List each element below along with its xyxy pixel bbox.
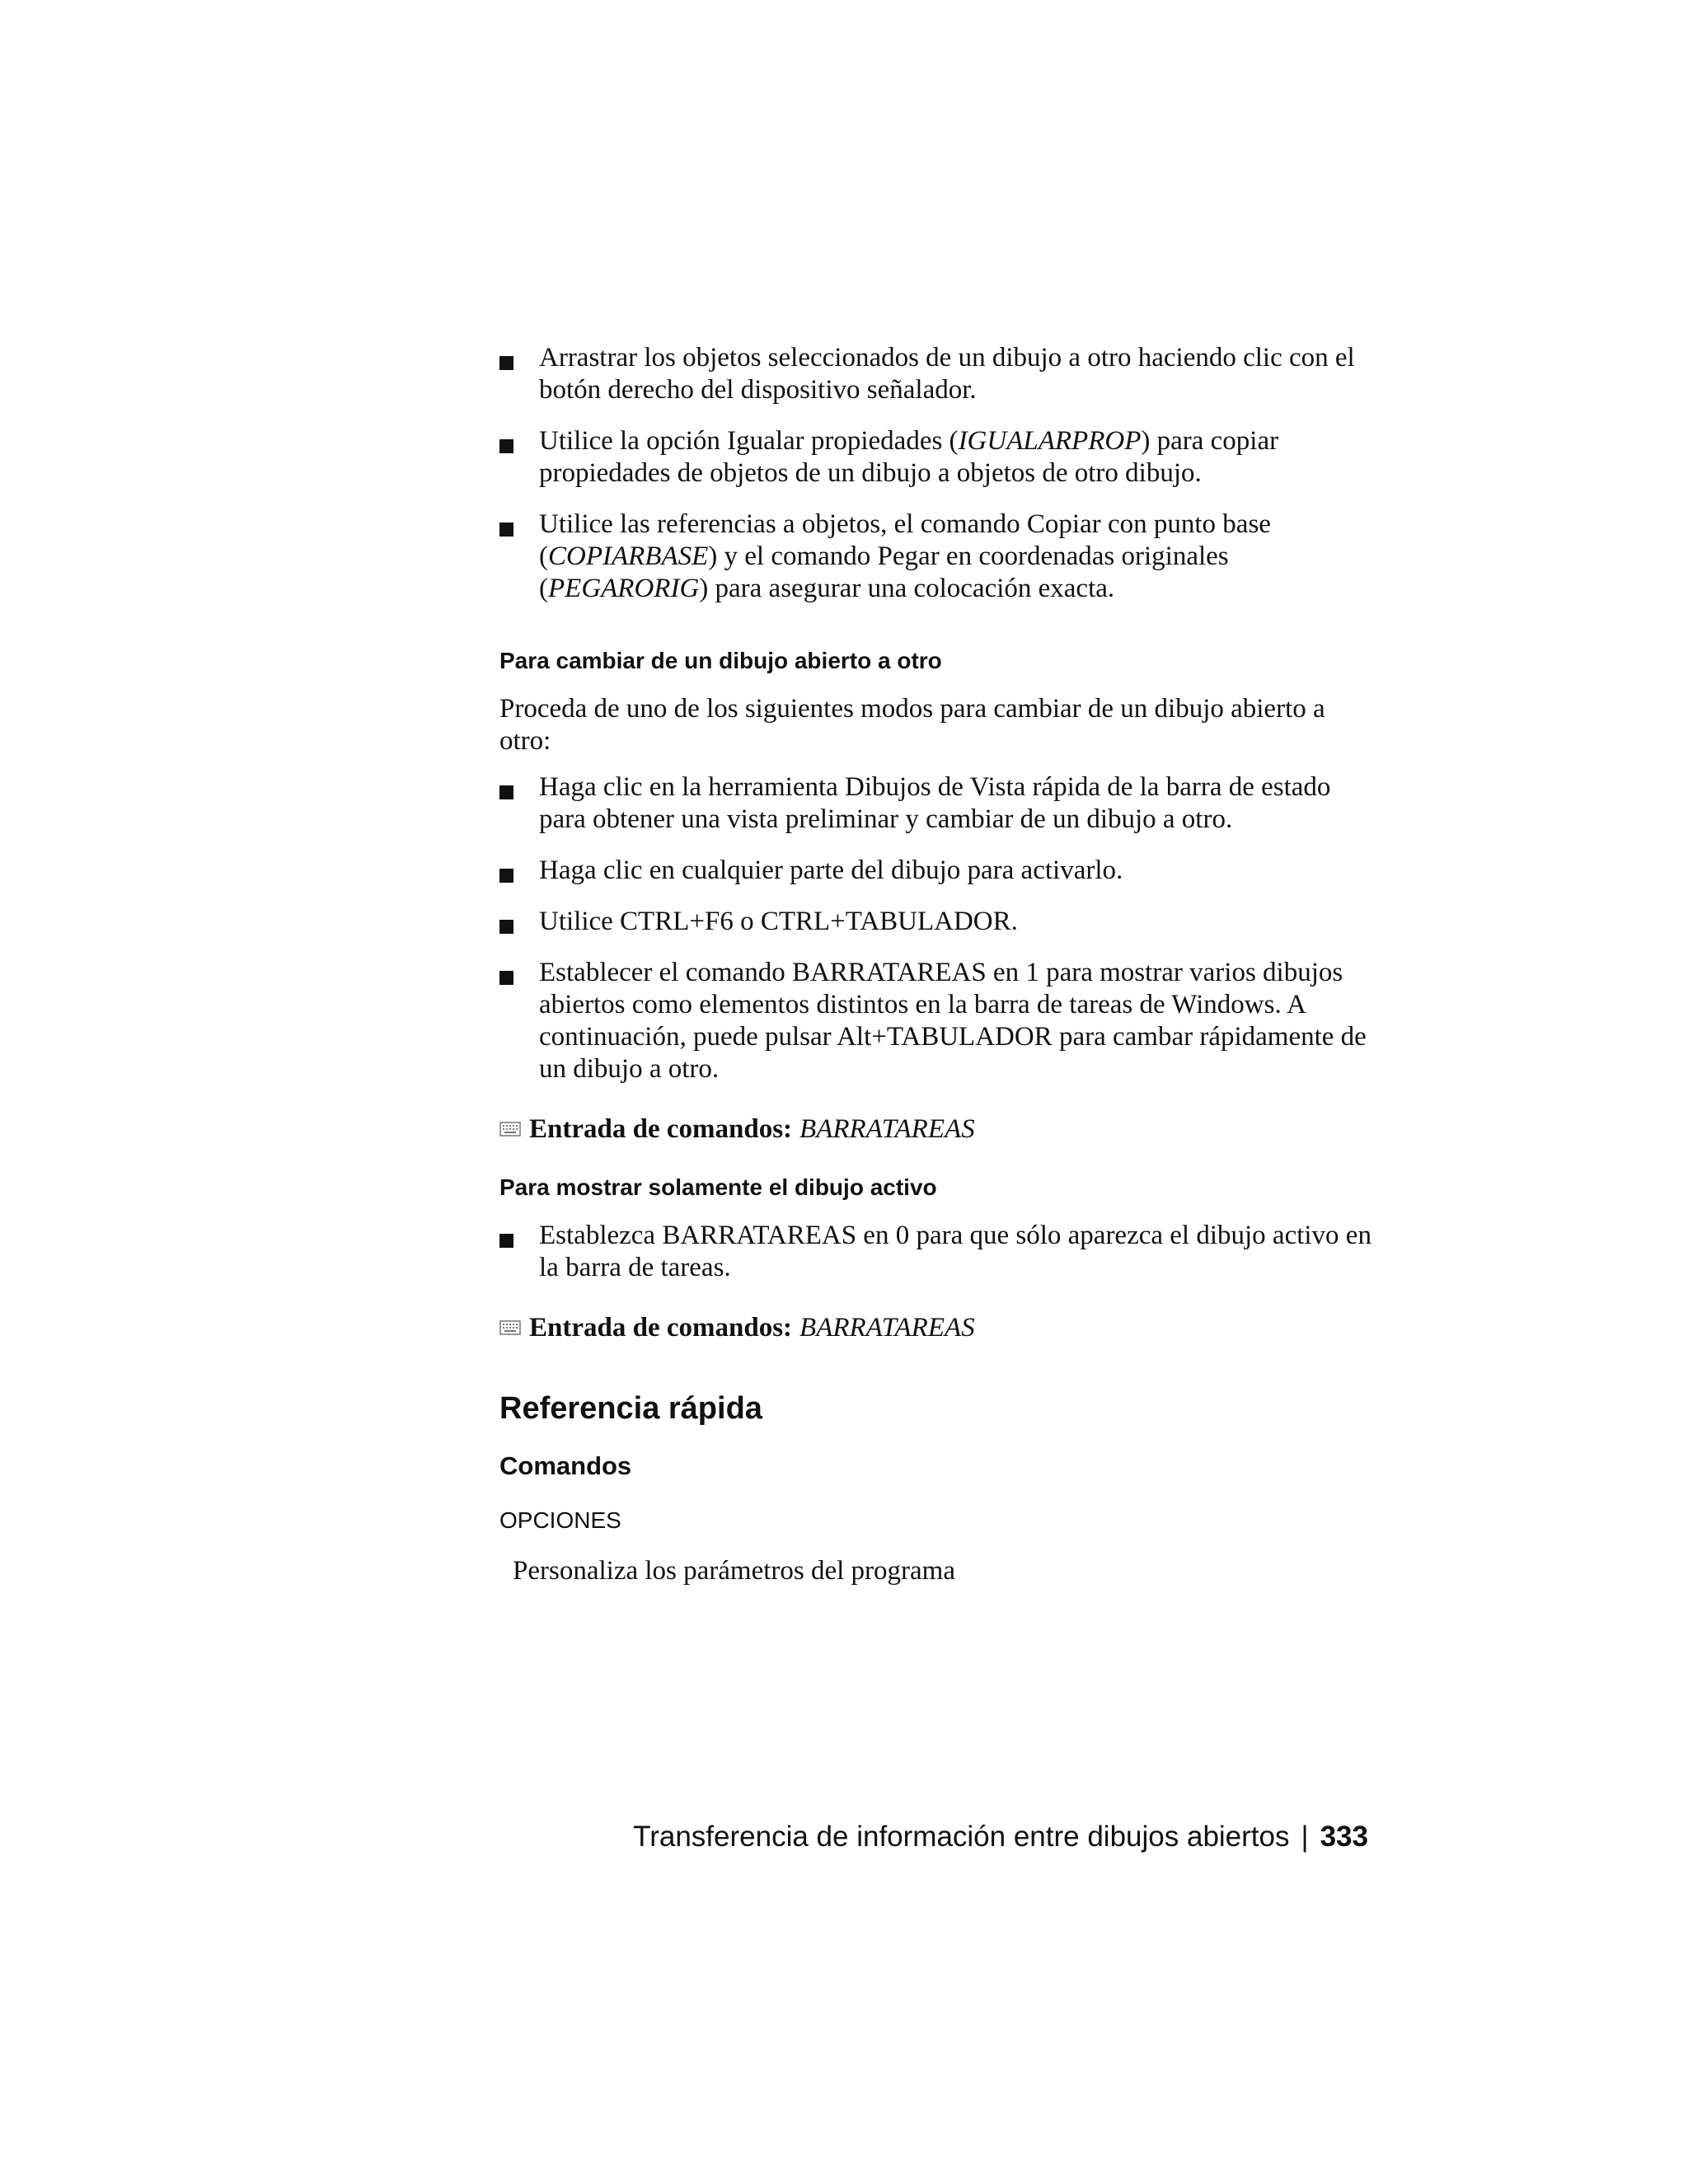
command-entry-label: Entrada de comandos: (529, 1313, 793, 1343)
square-bullet-icon (499, 523, 513, 537)
bullet-text: Establezca BARRATAREAS en 0 para que sólo aparezca el dibujo activo en la barra de tareas. (539, 1221, 1372, 1282)
bullet-text: Utilice las referencias a objetos, el comando Copiar con punto base ( (539, 509, 1271, 571)
square-bullet-icon (499, 920, 513, 934)
bullet-text: ) y el comando Pegar en coordenadas originales ( (539, 541, 1229, 603)
square-bullet-icon (499, 785, 513, 799)
list-item (499, 855, 1376, 887)
intro-bullet-list (499, 342, 1376, 605)
bullet-text: ) para asegurar una colocación exacta. (699, 574, 1115, 603)
command-description: Personaliza los parámetros del programa (513, 1556, 955, 1586)
bullet-text: Haga clic en la herramienta Dibujos de Vista rápida de la barra de estado para obtener una vista preliminar y cambiar de un dibujo a otro. (539, 772, 1331, 834)
command-name-italic: COPIARBASE (548, 541, 709, 571)
command-name-italic: PEGARORIG (548, 574, 700, 603)
keyboard-icon (499, 1121, 521, 1137)
bullet-text: Utilice la opción Igualar propiedades ( (539, 426, 959, 456)
list-item (499, 342, 1376, 406)
footer-separator: | (1301, 1821, 1309, 1853)
bullet-text: Establecer el comando BARRATAREAS en 1 para mostrar varios dibujos abiertos como elementos distintos en la barra de tareas de Windows. A continuación, puede pulsar Alt+TABULADOR para cambar rápidamente de un dibujo a otro. (539, 958, 1367, 1084)
list-item (499, 1220, 1376, 1284)
subsection-title: Comandos (499, 1451, 632, 1480)
command-entry-value: BARRATAREAS (799, 1313, 975, 1343)
list-item (499, 957, 1376, 1085)
bullet-text: ) para copiar propiedades de objetos de un dibujo a objetos de otro dibujo. (539, 426, 1279, 488)
command-entry-label: Entrada de comandos: (529, 1114, 793, 1144)
procedure-heading: Para cambiar de un dibujo abierto a otro (499, 648, 942, 673)
page-footer (633, 1820, 1368, 1854)
switch-bullet-list (499, 771, 1376, 1085)
list-item (499, 771, 1376, 836)
command-entry (499, 1312, 1376, 1344)
list-item (499, 906, 1376, 938)
bullet-text: Utilice CTRL+F6 o CTRL+TABULADOR. (539, 907, 1018, 936)
command-name: OPCIONES (499, 1507, 621, 1533)
section-title: Referencia rápida (499, 1391, 762, 1426)
procedure-paragraph: Proceda de uno de los siguientes modos para cambiar de un dibujo abierto a otro: (499, 694, 1325, 756)
square-bullet-icon (499, 971, 513, 985)
footer-chapter-title: Transferencia de información entre dibujos abiertos (633, 1821, 1290, 1853)
square-bullet-icon (499, 439, 513, 453)
list-item (499, 425, 1376, 490)
keyboard-icon (499, 1319, 521, 1336)
square-bullet-icon (499, 356, 513, 370)
list-item (499, 509, 1376, 605)
command-entry (499, 1113, 1376, 1146)
procedure-heading: Para mostrar solamente el dibujo activo (499, 1174, 937, 1200)
bullet-text: Arrastrar los objetos seleccionados de un dibujo a otro haciendo clic con el botón derecho del dispositivo señalador. (539, 343, 1355, 405)
bullet-text: Haga clic en cualquier parte del dibujo para activarlo. (539, 855, 1123, 885)
active-bullet-list (499, 1220, 1376, 1284)
square-bullet-icon (499, 869, 513, 883)
page-number: 333 (1320, 1821, 1368, 1853)
page-content (499, 342, 1376, 1587)
square-bullet-icon (499, 1234, 513, 1248)
command-name-italic: IGUALARPROP (958, 426, 1142, 456)
command-entry-value: BARRATAREAS (799, 1114, 975, 1144)
